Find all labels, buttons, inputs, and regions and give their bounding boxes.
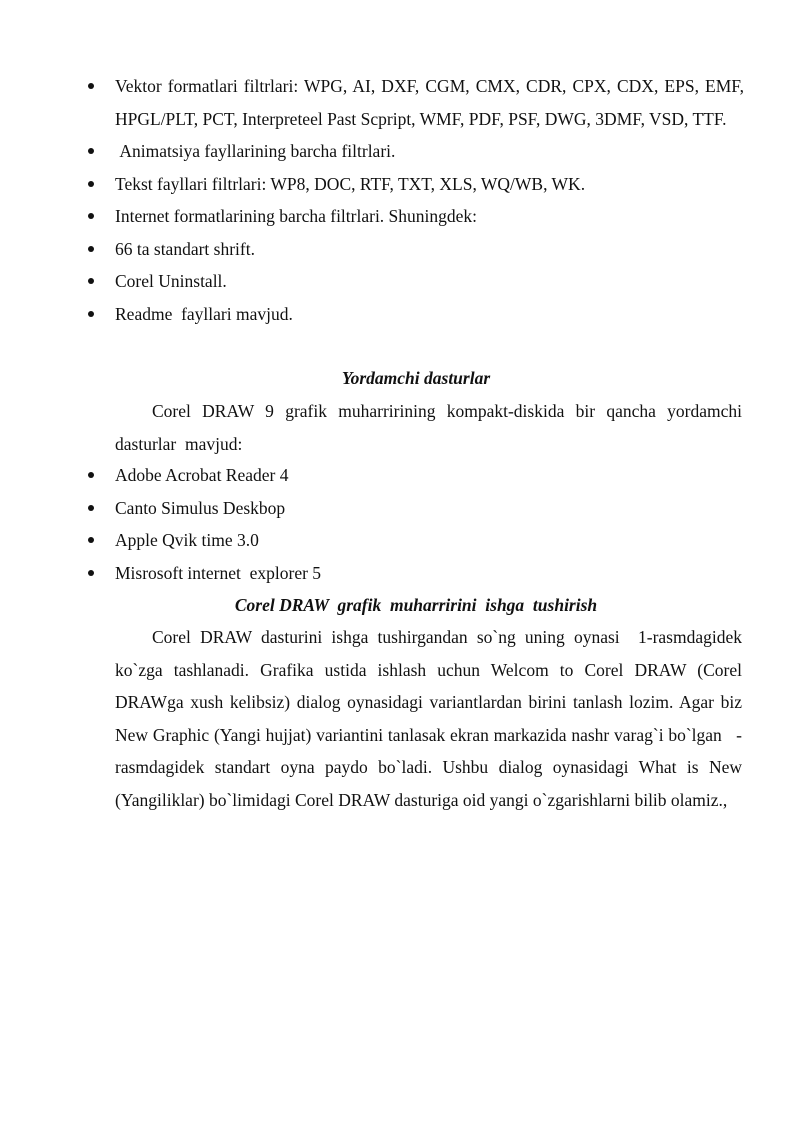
bullet-icon (88, 213, 94, 219)
list-item (88, 524, 744, 557)
list-item (88, 200, 744, 233)
list-item (88, 298, 744, 331)
list-item (88, 557, 744, 590)
bullet-icon (88, 472, 94, 478)
bullet-icon (88, 537, 94, 543)
list-item-text: Animatsiya fayllarining barcha filtrlari. (115, 141, 396, 161)
bullet-icon (88, 570, 94, 576)
list-item-text: Readme fayllari mavjud. (115, 303, 293, 324)
bullet-icon (88, 311, 94, 317)
list-item (88, 233, 744, 266)
bullet-icon (88, 83, 94, 89)
list-item (88, 168, 744, 201)
bullet-icon (88, 148, 94, 154)
list-item (88, 265, 744, 298)
list-item-text: Vektor formatlari filtrlari: WPG, AI, DXF, CGM, CMX, CDR, CPX, CDX, EPS, EMF, HPGL/PLT, PCT, Interpreteel Past Scpript, WMF, PDF, PSF, DWG, 3DMF, VSD, TTF. (115, 76, 744, 129)
list-item-text: Corel Uninstall. (115, 271, 227, 291)
format-filters-list (88, 70, 744, 330)
bullet-icon (88, 278, 94, 284)
section-heading-launch: Corel DRAW grafik muharririni ishga tushirish (234, 595, 598, 615)
list-item-text: Canto Simulus Deskbop (115, 497, 286, 518)
list-item-text: Misrosoft internet explorer 5 (115, 562, 322, 583)
launch-paragraph: Corel DRAW dasturini ishga tushirgandan so`ng uning oynasi 1-rasmdagidek ko`zga tashlanadi. Grafika ustida ishlash uchun Welcom to Corel DRAW (Corel DRAWga xush kelibsiz) dialog oynasidagi variantlardan birini tanlash lozim. Agar biz New Graphic (Yangi hujjat) variantini tanlasak ekran markazida nashr varag`i bo`lgan - rasmdagidek standart oyna paydo bo`ladi. Ushbu dialog oynasidagi What is New (Yangiliklar) bo`limidagi Corel DRAW dasturiga oid yangi o`zgarishlarni bilib olamiz., (115, 627, 747, 810)
helper-programs-list (88, 459, 744, 589)
list-item (88, 70, 744, 135)
helpers-paragraph: Corel DRAW 9 grafik muharririning kompakt-diskida bir qancha yordamchi dasturlar mavjud: (115, 401, 747, 454)
list-item-text: 66 ta standart shrift. (115, 238, 255, 259)
list-item (88, 459, 744, 492)
bullet-icon (88, 246, 94, 252)
bullet-icon (88, 505, 94, 511)
list-item (88, 492, 744, 525)
bullet-icon (88, 181, 94, 187)
section-heading-helpers: Yordamchi dasturlar (341, 368, 491, 388)
list-item-text: Apple Qvik time 3.0 (115, 530, 259, 550)
list-item-text: Internet formatlarining barcha filtrlari. Shuningdek: (115, 206, 478, 226)
list-item-text: Adobe Acrobat Reader 4 (115, 465, 289, 485)
list-item (88, 135, 744, 168)
list-item-text: Tekst fayllari filtrlari: WP8, DOC, RTF, TXT, XLS, WQ/WB, WK. (115, 173, 586, 194)
